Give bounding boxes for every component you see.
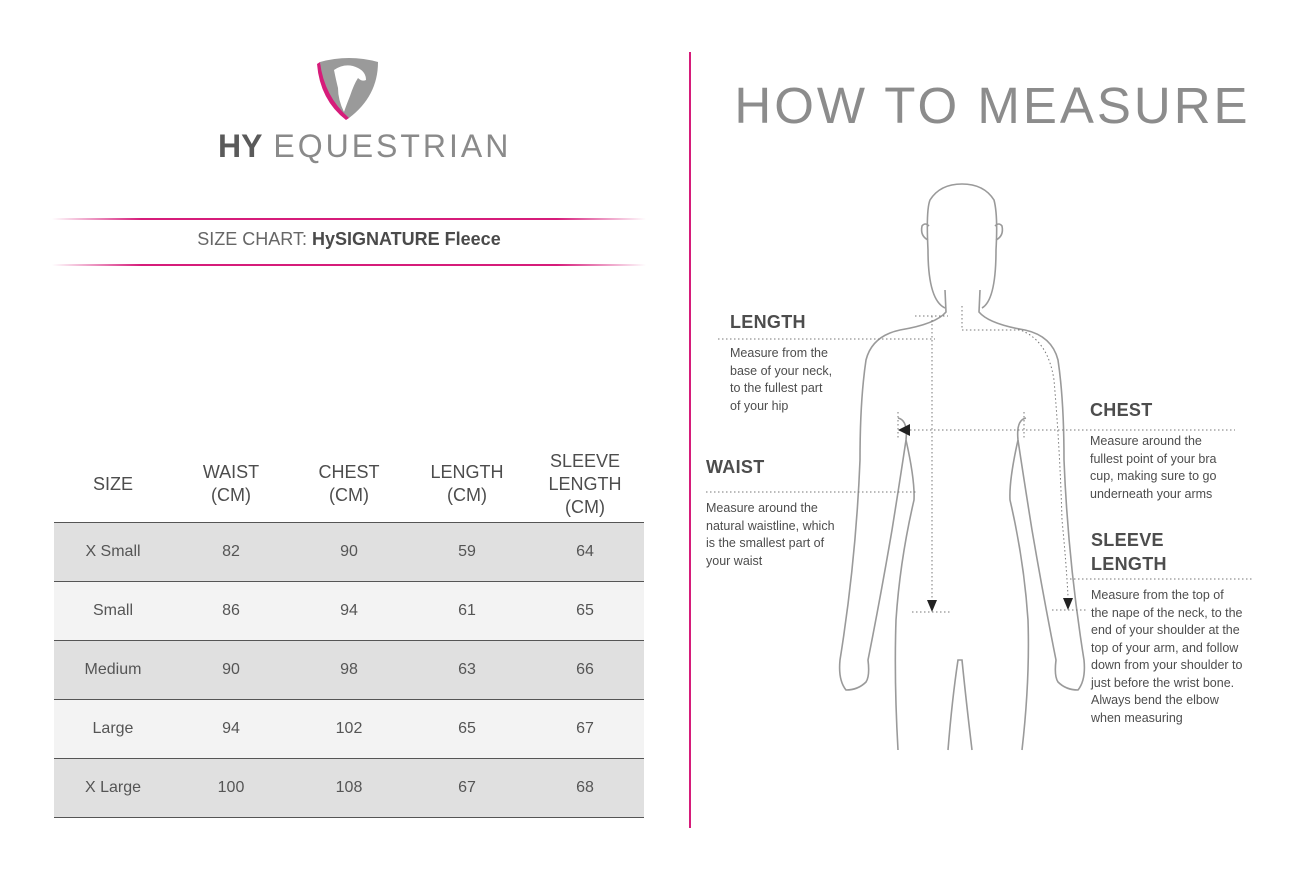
desc-line: of your hip — [730, 398, 789, 413]
desc-line: Measure from the top of — [1091, 588, 1224, 602]
cell-chest: 98 — [290, 641, 408, 700]
table-row — [54, 641, 644, 700]
brand-wordmark — [218, 128, 512, 165]
cell-sleeve: 64 — [526, 523, 644, 582]
cell-sleeve: 66 — [526, 641, 644, 700]
cell-size: X Large — [54, 759, 172, 818]
desc-line: is the smallest part of — [706, 536, 825, 550]
cell-size: Small — [54, 582, 172, 641]
length-description — [730, 345, 860, 415]
cell-waist: 100 — [172, 759, 290, 818]
cell-size: X Small — [54, 523, 172, 582]
measure-arrows — [898, 424, 1073, 612]
header-line: SIZE — [92, 473, 133, 494]
desc-line: Measure around the — [1090, 434, 1202, 448]
cell-size: Large — [54, 700, 172, 759]
cell-waist: 82 — [172, 523, 290, 582]
heading-line: SLEEVE — [1091, 530, 1164, 550]
header-line: CHEST — [318, 462, 380, 482]
desc-line: Always bend the elbow — [1091, 693, 1219, 707]
header-line: (CM) — [211, 485, 251, 505]
desc-line: Measure around the — [706, 501, 818, 515]
desc-line: your waist — [706, 553, 763, 568]
chest-heading: CHEST — [1090, 400, 1153, 420]
table-row — [54, 523, 644, 582]
cell-waist: 90 — [172, 641, 290, 700]
desc-line: end of your shoulder at the — [1091, 623, 1240, 637]
table-header-row — [54, 446, 644, 523]
desc-line: cup, making sure to go — [1090, 469, 1217, 483]
size-chart-title — [52, 229, 646, 250]
desc-line: down from your shoulder to — [1091, 658, 1243, 672]
desc-line: when measuring — [1091, 710, 1183, 725]
cell-chest: 102 — [290, 700, 408, 759]
cell-length: 61 — [408, 582, 526, 641]
brand-name-light: EQUESTRIAN — [273, 128, 512, 164]
cell-chest: 94 — [290, 582, 408, 641]
cell-size: Medium — [54, 641, 172, 700]
header-line: LENGTH — [430, 462, 504, 482]
length-heading: LENGTH — [730, 312, 806, 332]
heading-line: LENGTH — [1091, 554, 1167, 574]
table-row — [54, 759, 644, 818]
header-length — [408, 446, 526, 523]
desc-line: to the fullest part — [730, 381, 823, 395]
title-top-rule — [52, 218, 646, 220]
table-row — [54, 700, 644, 759]
desc-line: natural waistline, which — [706, 518, 835, 533]
cell-length: 63 — [408, 641, 526, 700]
title-bottom-rule — [52, 264, 646, 266]
cell-chest: 90 — [290, 523, 408, 582]
header-line: (CM) — [447, 485, 487, 505]
cell-sleeve: 68 — [526, 759, 644, 818]
header-line: (CM) — [329, 485, 369, 505]
product-name: HySIGNATURE Fleece — [311, 229, 501, 249]
cell-length: 59 — [408, 523, 526, 582]
desc-line: the nape of the neck, to the — [1091, 605, 1243, 620]
header-sleeve-length — [526, 446, 644, 523]
desc-line: base of your neck, — [730, 363, 833, 378]
desc-line: underneath your arms — [1090, 486, 1213, 501]
header-line: WAIST — [202, 462, 260, 482]
size-table — [54, 446, 644, 818]
desc-line: Measure from the — [730, 346, 828, 360]
header-size — [54, 446, 172, 523]
cell-waist: 86 — [172, 582, 290, 641]
desc-line: just before the wrist bone. — [1091, 675, 1235, 690]
cell-length: 65 — [408, 700, 526, 759]
brand-name-bold: HY — [218, 128, 263, 164]
body-outline — [840, 184, 1085, 750]
desc-line: top of your arm, and follow — [1091, 640, 1239, 655]
header-waist — [172, 446, 290, 523]
header-line: LENGTH — [548, 473, 622, 494]
sleeve-length-description — [1091, 587, 1261, 727]
sleeve-length-heading — [1091, 528, 1167, 576]
how-to-measure-title: HOW TO MEASURE — [734, 77, 1251, 134]
header-line: (CM) — [565, 496, 605, 517]
cell-waist: 94 — [172, 700, 290, 759]
waist-description — [706, 500, 851, 570]
horse-head-shield-icon — [316, 56, 382, 122]
cell-length: 67 — [408, 759, 526, 818]
cell-sleeve: 65 — [526, 582, 644, 641]
size-chart-prefix: SIZE CHART: — [197, 229, 307, 249]
header-chest — [290, 446, 408, 523]
waist-heading: WAIST — [706, 457, 765, 477]
desc-line: fullest point of your bra — [1090, 451, 1217, 466]
cell-chest: 108 — [290, 759, 408, 818]
header-line: SLEEVE — [549, 450, 621, 471]
chest-description — [1090, 433, 1240, 503]
table-row — [54, 582, 644, 641]
cell-sleeve: 67 — [526, 700, 644, 759]
